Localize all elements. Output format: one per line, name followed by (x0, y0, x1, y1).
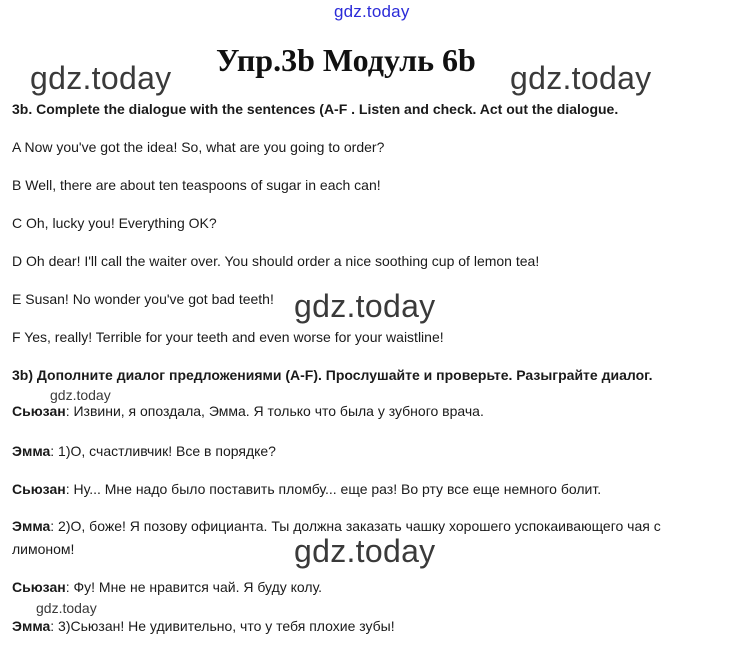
speaker-name: Эмма (12, 518, 51, 534)
option-c: C Oh, lucky you! Everything OK? (12, 215, 217, 231)
speaker-name: Сьюзан (12, 403, 66, 419)
dialogue-line (12, 518, 661, 534)
dialogue-line (12, 618, 395, 634)
watermark-small-2: gdz.today (36, 600, 97, 616)
watermark-right: gdz.today (510, 60, 652, 96)
speaker-name: Эмма (12, 618, 51, 634)
option-d: D Oh dear! I'll call the waiter over. You should order a nice soothing cup of lemon tea! (12, 253, 540, 269)
dialogue-line (12, 403, 484, 419)
option-b: B Well, there are about ten teaspoons of sugar in each can! (12, 177, 381, 193)
speaker-name: Эмма (12, 443, 51, 459)
watermark-lower: gdz.today (294, 533, 436, 569)
option-e: E Susan! No wonder you've got bad teeth! (12, 291, 274, 307)
task-heading-en: 3b. Complete the dialogue with the sentences (A-F . Listen and check. Act out the dialogue. (12, 101, 619, 117)
line-text: лимоном! (12, 541, 75, 557)
task-heading-ru: 3b) Дополните диалог предложениями (A-F). Прослушайте и проверьте. Разыграйте диалог. (12, 367, 653, 383)
speaker-name: Сьюзан (12, 481, 66, 497)
dialogue-line-continuation (12, 541, 74, 557)
speaker-name: Сьюзан (12, 579, 66, 595)
watermark-middle: gdz.today (294, 288, 436, 324)
line-text: : Фу! Мне не нравится чай. Я буду колу. (65, 579, 323, 595)
option-a: A Now you've got the idea! So, what are you going to order? (12, 139, 385, 155)
page-title: Упр.3b Модуль 6b (216, 42, 476, 78)
watermark-top: gdz.today (334, 2, 410, 21)
line-text: : 2)О, боже! Я позову официанта. Ты должна заказать чашку хорошего успокаивающего чая с (50, 518, 661, 534)
option-f: F Yes, really! Terrible for your teeth and even worse for your waistline! (12, 329, 444, 345)
dialogue-line (12, 481, 601, 497)
line-text: : Извини, я опоздала, Эмма. Я только что была у зубного врача. (65, 403, 484, 419)
dialogue-line (12, 443, 276, 459)
line-text: : 3)Сьюзан! Не удивительно, что у тебя плохие зубы! (50, 618, 395, 634)
watermark-left: gdz.today (30, 60, 172, 96)
line-text: : Ну... Мне надо было поставить пломбу... еще раз! Во рту все еще немного болит. (65, 481, 602, 497)
line-text: : 1)О, счастливчик! Все в порядке? (50, 443, 276, 459)
watermark-small-1: gdz.today (50, 387, 111, 403)
dialogue-line (12, 579, 322, 595)
